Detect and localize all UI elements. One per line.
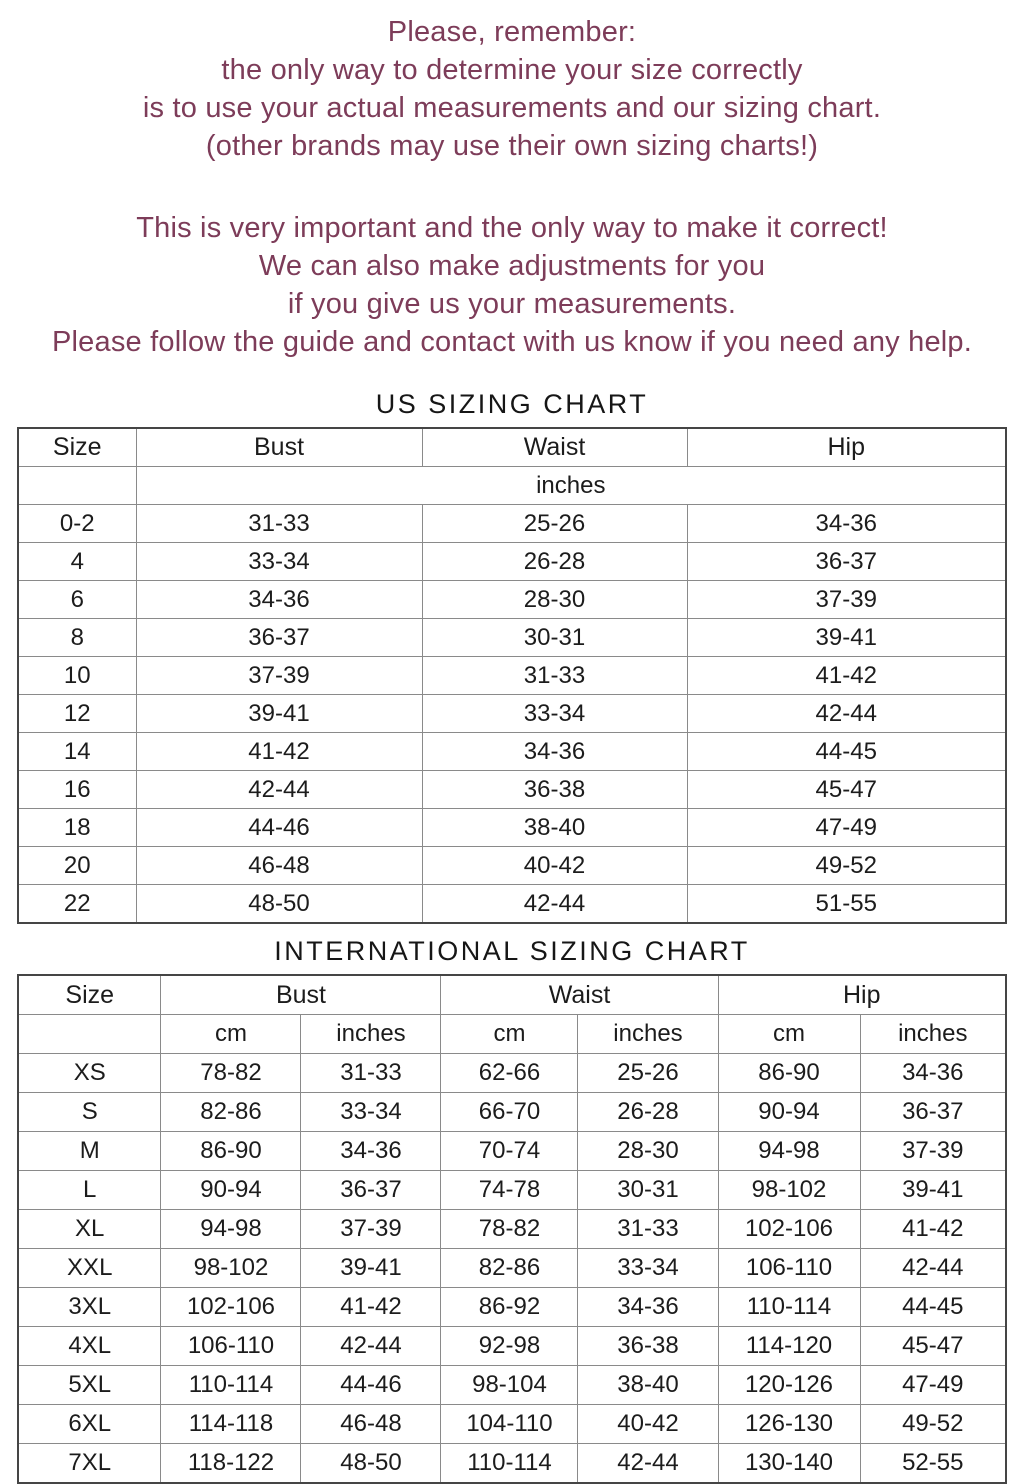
range-cell: 46-48 <box>136 847 422 885</box>
range-cell: 41-42 <box>136 733 422 771</box>
column-header-size: Size <box>18 975 161 1015</box>
range-cell: 74-78 <box>441 1171 578 1210</box>
size-cell: 0-2 <box>18 505 136 543</box>
range-cell: 44-46 <box>136 809 422 847</box>
range-cell: 41-42 <box>687 657 1006 695</box>
empty-cell <box>18 1015 161 1054</box>
range-cell: 26-28 <box>578 1093 718 1132</box>
range-cell: 66-70 <box>441 1093 578 1132</box>
table-row <box>18 733 1006 771</box>
size-cell: 6 <box>18 581 136 619</box>
table-row <box>18 1405 1006 1444</box>
empty-cell <box>18 467 136 505</box>
unit-row <box>18 467 1006 505</box>
table-row <box>18 1093 1006 1132</box>
column-header-waist: Waist <box>422 428 687 467</box>
size-cell: 4 <box>18 543 136 581</box>
range-cell: 98-102 <box>718 1171 860 1210</box>
range-cell: 90-94 <box>161 1171 301 1210</box>
paragraph-gap <box>0 165 1024 209</box>
size-cell: 7XL <box>18 1444 161 1484</box>
unit-label-cm: cm <box>161 1015 301 1054</box>
intro-line: Please follow the guide and contact with us know if you need any help. <box>51 326 973 358</box>
range-cell: 31-33 <box>422 657 687 695</box>
unit-label-cm: cm <box>441 1015 578 1054</box>
table-row <box>18 1366 1006 1405</box>
range-cell: 44-46 <box>301 1366 441 1405</box>
range-cell: 126-130 <box>718 1405 860 1444</box>
size-cell: 18 <box>18 809 136 847</box>
intl-table-body <box>18 1054 1006 1484</box>
range-cell: 42-44 <box>136 771 422 809</box>
range-cell: 37-39 <box>136 657 422 695</box>
range-cell: 86-90 <box>718 1054 860 1093</box>
us-table-body <box>18 505 1006 924</box>
range-cell: 106-110 <box>718 1249 860 1288</box>
intro-line: is to use your actual measurements and our sizing chart. <box>142 92 882 124</box>
range-cell: 33-34 <box>422 695 687 733</box>
table-row <box>18 1249 1006 1288</box>
range-cell: 82-86 <box>161 1093 301 1132</box>
range-cell: 42-44 <box>860 1249 1006 1288</box>
range-cell: 104-110 <box>441 1405 578 1444</box>
range-cell: 44-45 <box>860 1288 1006 1327</box>
size-cell: S <box>18 1093 161 1132</box>
range-cell: 120-126 <box>718 1366 860 1405</box>
table-row <box>18 1444 1006 1484</box>
range-cell: 25-26 <box>422 505 687 543</box>
size-cell: 5XL <box>18 1366 161 1405</box>
range-cell: 118-122 <box>161 1444 301 1484</box>
table-row <box>18 657 1006 695</box>
range-cell: 42-44 <box>687 695 1006 733</box>
unit-label-inches: inches <box>860 1015 1006 1054</box>
size-cell: 3XL <box>18 1288 161 1327</box>
column-header-hip: Hip <box>718 975 1006 1015</box>
intro-line: This is very important and the only way to make it correct! <box>136 212 888 244</box>
range-cell: 52-55 <box>860 1444 1006 1484</box>
us-chart-title: US SIZING CHART <box>375 389 649 419</box>
table-row <box>18 1288 1006 1327</box>
range-cell: 78-82 <box>441 1210 578 1249</box>
range-cell: 46-48 <box>301 1405 441 1444</box>
header-row <box>18 975 1006 1015</box>
range-cell: 34-36 <box>578 1288 718 1327</box>
range-cell: 44-45 <box>687 733 1006 771</box>
table-row <box>18 885 1006 924</box>
intro-text <box>0 0 1024 361</box>
range-cell: 41-42 <box>301 1288 441 1327</box>
range-cell: 40-42 <box>578 1405 718 1444</box>
table-row <box>18 1327 1006 1366</box>
range-cell: 36-37 <box>687 543 1006 581</box>
size-cell: 22 <box>18 885 136 924</box>
range-cell: 36-37 <box>301 1171 441 1210</box>
range-cell: 39-41 <box>301 1249 441 1288</box>
range-cell: 98-104 <box>441 1366 578 1405</box>
table-row <box>18 809 1006 847</box>
range-cell: 31-33 <box>578 1210 718 1249</box>
size-cell: L <box>18 1171 161 1210</box>
range-cell: 33-34 <box>136 543 422 581</box>
range-cell: 34-36 <box>422 733 687 771</box>
unit-row <box>18 1015 1006 1054</box>
range-cell: 47-49 <box>860 1366 1006 1405</box>
range-cell: 102-106 <box>718 1210 860 1249</box>
size-cell: 20 <box>18 847 136 885</box>
range-cell: 78-82 <box>161 1054 301 1093</box>
table-row <box>18 1054 1006 1093</box>
range-cell: 30-31 <box>422 619 687 657</box>
range-cell: 45-47 <box>860 1327 1006 1366</box>
column-header-hip: Hip <box>687 428 1006 467</box>
table-row <box>18 771 1006 809</box>
column-header-bust: Bust <box>136 428 422 467</box>
range-cell: 36-37 <box>136 619 422 657</box>
table-row <box>18 505 1006 543</box>
range-cell: 49-52 <box>687 847 1006 885</box>
intl-sizing-table <box>17 974 1007 1484</box>
size-cell: XS <box>18 1054 161 1093</box>
range-cell: 47-49 <box>687 809 1006 847</box>
range-cell: 102-106 <box>161 1288 301 1327</box>
range-cell: 33-34 <box>301 1093 441 1132</box>
range-cell: 70-74 <box>441 1132 578 1171</box>
range-cell: 34-36 <box>301 1132 441 1171</box>
size-cell: 8 <box>18 619 136 657</box>
intro-line: the only way to determine your size correctly <box>221 54 803 86</box>
column-header-bust: Bust <box>161 975 441 1015</box>
intro-line: (other brands may use their own sizing charts!) <box>205 130 819 162</box>
size-cell: 4XL <box>18 1327 161 1366</box>
unit-label: inches <box>136 467 1006 505</box>
table-row <box>18 847 1006 885</box>
table-row <box>18 581 1006 619</box>
unit-label-inches: inches <box>301 1015 441 1054</box>
intro-line: if you give us your measurements. <box>287 288 737 320</box>
range-cell: 28-30 <box>422 581 687 619</box>
range-cell: 37-39 <box>301 1210 441 1249</box>
unit-label-cm: cm <box>718 1015 860 1054</box>
table-row <box>18 695 1006 733</box>
range-cell: 130-140 <box>718 1444 860 1484</box>
range-cell: 34-36 <box>136 581 422 619</box>
range-cell: 37-39 <box>687 581 1006 619</box>
size-cell: XL <box>18 1210 161 1249</box>
range-cell: 38-40 <box>422 809 687 847</box>
range-cell: 30-31 <box>578 1171 718 1210</box>
column-header-waist: Waist <box>441 975 718 1015</box>
table-row <box>18 543 1006 581</box>
range-cell: 34-36 <box>860 1054 1006 1093</box>
range-cell: 36-38 <box>578 1327 718 1366</box>
size-cell: 16 <box>18 771 136 809</box>
range-cell: 28-30 <box>578 1132 718 1171</box>
table-row <box>18 1210 1006 1249</box>
size-cell: 6XL <box>18 1405 161 1444</box>
range-cell: 48-50 <box>301 1444 441 1484</box>
range-cell: 110-114 <box>441 1444 578 1484</box>
range-cell: 31-33 <box>136 505 422 543</box>
intl-chart-title: INTERNATIONAL SIZING CHART <box>274 936 750 966</box>
range-cell: 110-114 <box>718 1288 860 1327</box>
range-cell: 82-86 <box>441 1249 578 1288</box>
header-row <box>18 428 1006 467</box>
range-cell: 36-37 <box>860 1093 1006 1132</box>
range-cell: 26-28 <box>422 543 687 581</box>
range-cell: 33-34 <box>578 1249 718 1288</box>
intro-line: We can also make adjustments for you <box>258 250 766 282</box>
range-cell: 86-92 <box>441 1288 578 1327</box>
range-cell: 90-94 <box>718 1093 860 1132</box>
us-sizing-table <box>17 427 1007 924</box>
range-cell: 42-44 <box>301 1327 441 1366</box>
range-cell: 31-33 <box>301 1054 441 1093</box>
range-cell: 51-55 <box>687 885 1006 924</box>
range-cell: 94-98 <box>718 1132 860 1171</box>
table-row <box>18 1132 1006 1171</box>
size-cell: M <box>18 1132 161 1171</box>
range-cell: 42-44 <box>422 885 687 924</box>
range-cell: 94-98 <box>161 1210 301 1249</box>
size-cell: 12 <box>18 695 136 733</box>
range-cell: 36-38 <box>422 771 687 809</box>
range-cell: 25-26 <box>578 1054 718 1093</box>
size-cell: 14 <box>18 733 136 771</box>
range-cell: 39-41 <box>136 695 422 733</box>
range-cell: 42-44 <box>578 1444 718 1484</box>
range-cell: 98-102 <box>161 1249 301 1288</box>
column-header-size: Size <box>18 428 136 467</box>
intro-line: Please, remember: <box>387 16 637 48</box>
table-row <box>18 619 1006 657</box>
range-cell: 39-41 <box>860 1171 1006 1210</box>
range-cell: 114-118 <box>161 1405 301 1444</box>
table-row <box>18 1171 1006 1210</box>
range-cell: 49-52 <box>860 1405 1006 1444</box>
range-cell: 92-98 <box>441 1327 578 1366</box>
range-cell: 45-47 <box>687 771 1006 809</box>
range-cell: 62-66 <box>441 1054 578 1093</box>
range-cell: 110-114 <box>161 1366 301 1405</box>
range-cell: 37-39 <box>860 1132 1006 1171</box>
size-cell: XXL <box>18 1249 161 1288</box>
range-cell: 48-50 <box>136 885 422 924</box>
range-cell: 114-120 <box>718 1327 860 1366</box>
range-cell: 34-36 <box>687 505 1006 543</box>
range-cell: 106-110 <box>161 1327 301 1366</box>
size-cell: 10 <box>18 657 136 695</box>
range-cell: 86-90 <box>161 1132 301 1171</box>
range-cell: 40-42 <box>422 847 687 885</box>
range-cell: 41-42 <box>860 1210 1006 1249</box>
range-cell: 38-40 <box>578 1366 718 1405</box>
range-cell: 39-41 <box>687 619 1006 657</box>
unit-label-inches: inches <box>578 1015 718 1054</box>
